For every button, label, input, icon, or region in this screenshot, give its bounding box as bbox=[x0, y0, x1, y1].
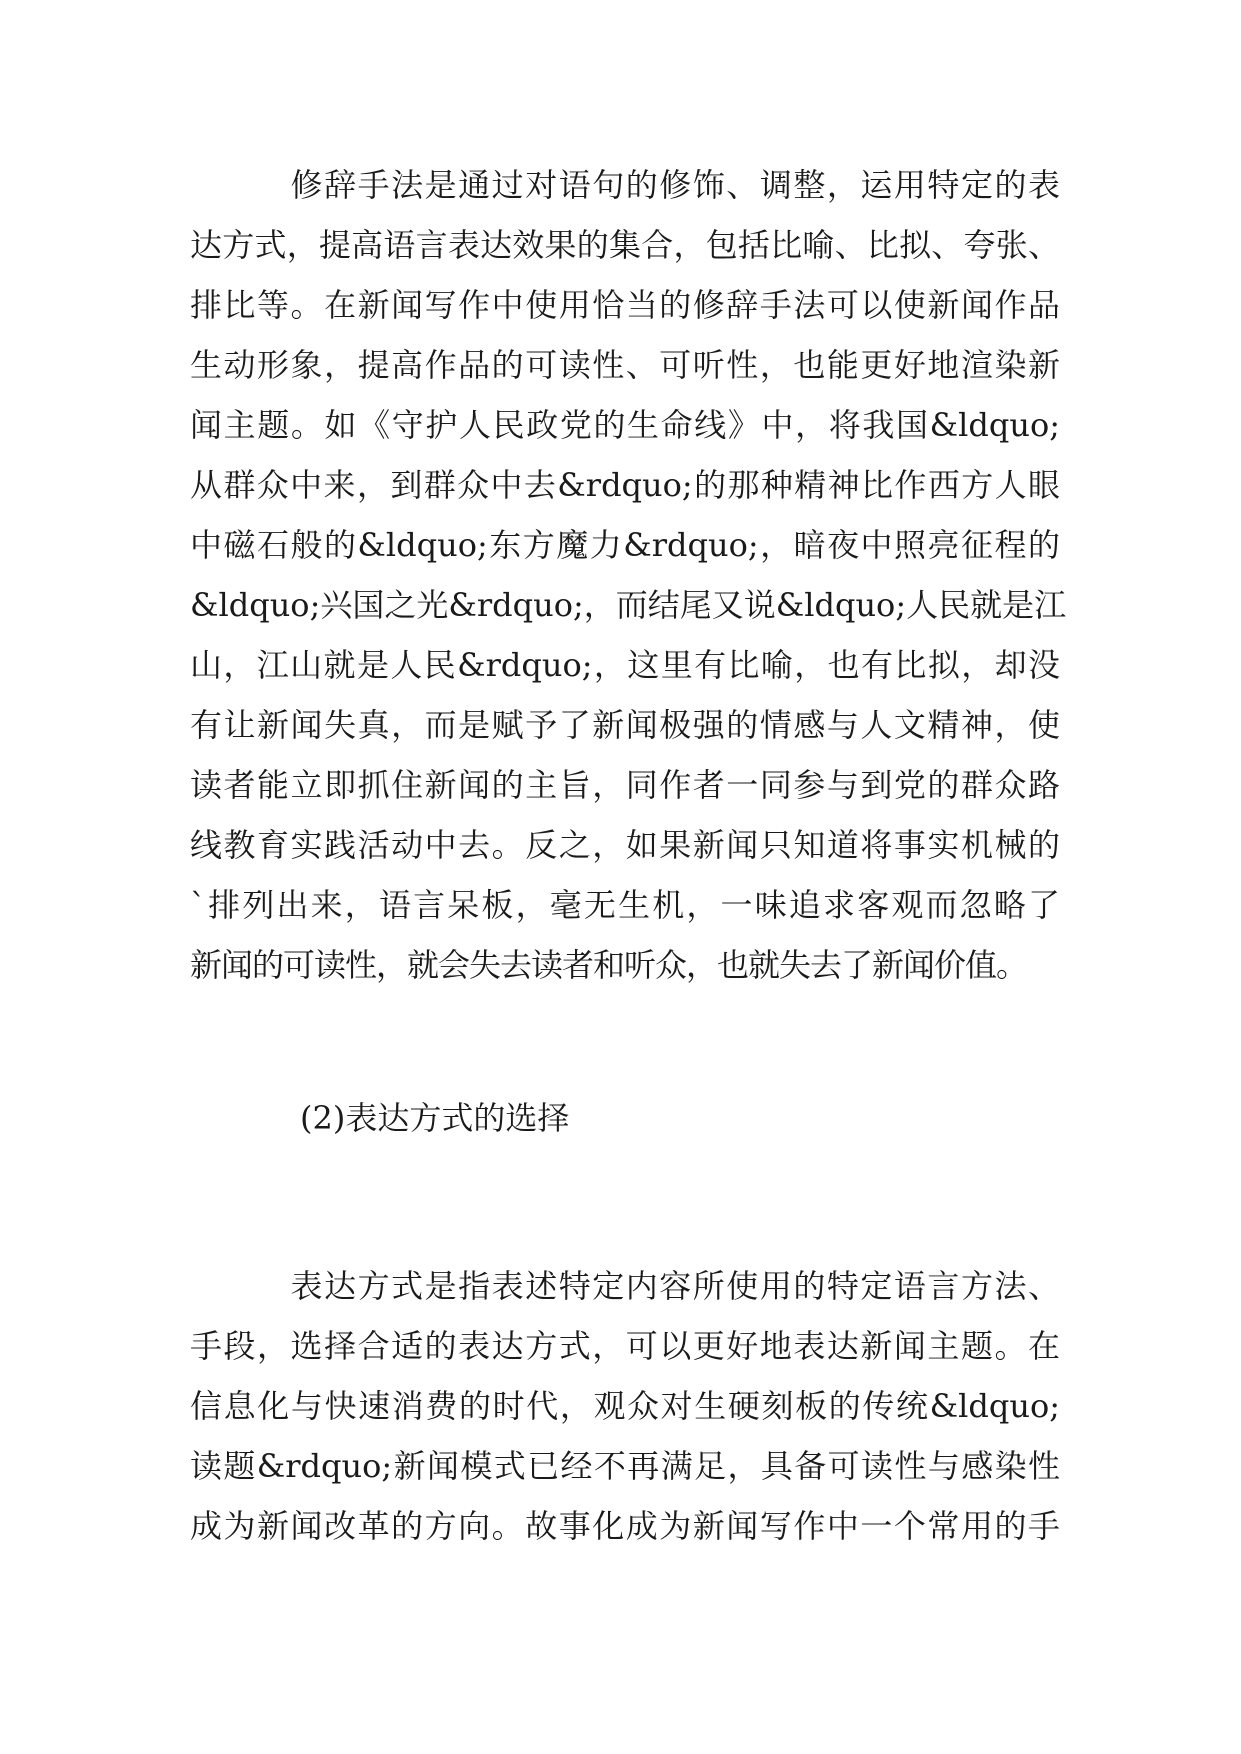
text-line: 排比等。在新闻写作中使用恰当的修辞手法可以使新闻作品 bbox=[190, 286, 1060, 324]
body-paragraph-expression bbox=[190, 1256, 1060, 1556]
text-line: 信息化与快速消费的时代，观众对生硬刻板的传统&ldquo; bbox=[190, 1387, 1060, 1425]
text-line: 有让新闻失真，而是赋予了新闻极强的情感与人文精神，使 bbox=[190, 706, 1060, 744]
body-paragraph-rhetoric-continued bbox=[190, 575, 1067, 995]
text-line: 修辞手法是通过对语句的修饰、调整，运用特定的表 bbox=[190, 166, 1060, 204]
body-paragraph-rhetoric bbox=[190, 155, 1060, 575]
text-line: 生动形象，提高作品的可读性、可听性，也能更好地渲染新 bbox=[190, 346, 1060, 384]
text-line: 表达方式是指表述特定内容所使用的特定语言方法、 bbox=[190, 1267, 1060, 1305]
text-line: 手段，选择合适的表达方式，可以更好地表达新闻主题。在 bbox=[190, 1327, 1060, 1365]
text-line: 达方式，提高语言表达效果的集合，包括比喻、比拟、夸张、 bbox=[190, 226, 1060, 264]
text-line: &ldquo;兴国之光&rdquo;，而结尾又说&ldquo;人民就是江 bbox=[190, 586, 1067, 624]
text-line: 山，江山就是人民&rdquo;，这里有比喻，也有比拟，却没 bbox=[190, 646, 1060, 684]
text-line: 读者能立即抓住新闻的主旨，同作者一同参与到党的群众路 bbox=[190, 766, 1060, 804]
text-line: 读题&rdquo;新闻模式已经不再满足，具备可读性与感染性 bbox=[190, 1447, 1060, 1485]
text-line: 从群众中来，到群众中去&rdquo;的那种精神比作西方人眼 bbox=[190, 466, 1060, 504]
text-line: 新闻的可读性，就会失去读者和听众，也就失去了新闻价值。 bbox=[190, 946, 1028, 984]
section-heading: (2)表达方式的选择 bbox=[300, 1099, 570, 1137]
text-line: 线教育实践活动中去。反之，如果新闻只知道将事实机械的 bbox=[190, 826, 1060, 864]
text-line: `排列出来，语言呆板，毫无生机，一味追求客观而忽略了 bbox=[190, 886, 1060, 924]
text-line: 成为新闻改革的方向。故事化成为新闻写作中一个常用的手 bbox=[190, 1507, 1060, 1545]
text-line: 中磁石般的&ldquo;东方魔力&rdquo;，暗夜中照亮征程的 bbox=[190, 526, 1060, 564]
text-line: 闻主题。如《守护人民政党的生命线》中，将我国&ldquo; bbox=[190, 406, 1060, 444]
